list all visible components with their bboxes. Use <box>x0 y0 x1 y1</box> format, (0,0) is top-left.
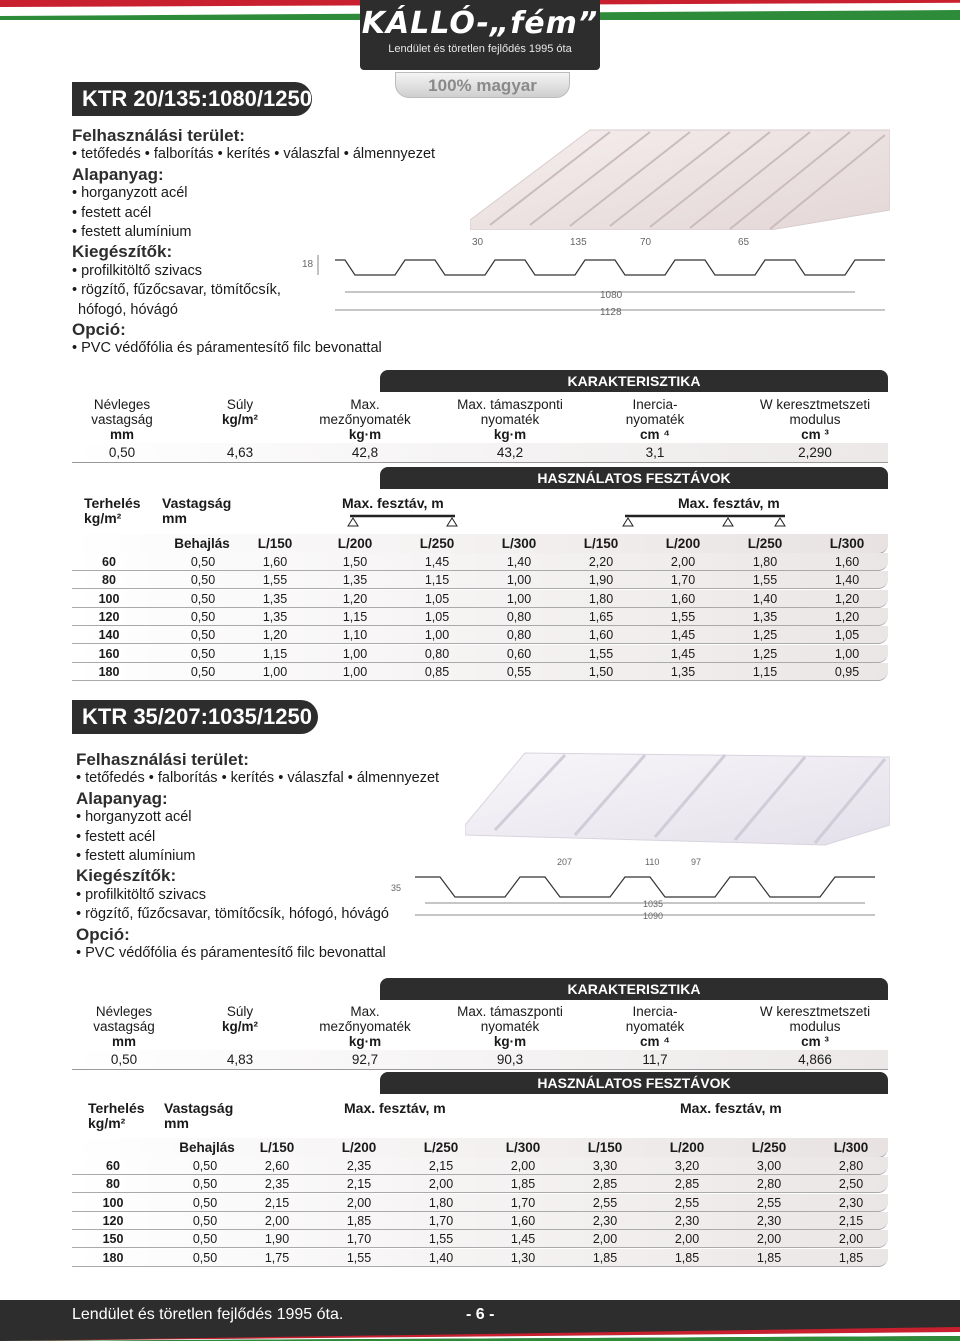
deflection-col: L/200 <box>341 1140 377 1155</box>
span-value: 1,25 <box>752 628 778 643</box>
deflection-header-row <box>72 534 888 554</box>
material-item: • festett acél <box>72 204 152 221</box>
span-value: 1,60 <box>262 555 288 569</box>
char-value: 42,8 <box>351 445 379 460</box>
span-value: 1,55 <box>752 573 778 588</box>
span-value: 1,35 <box>752 609 778 624</box>
char-value: 0,50 <box>108 445 136 460</box>
load-value: 80 <box>106 1177 120 1192</box>
deflection-col: L/200 <box>665 536 701 551</box>
load-value: 180 <box>102 1250 124 1265</box>
accessories-label: Kiegészítők: <box>72 242 173 262</box>
span-value: 1,50 <box>588 664 614 679</box>
characteristics-header: KARAKTERISZTIKA <box>380 978 888 1000</box>
load-label: Terhelés kg/m² <box>84 495 141 526</box>
material-item: • festett alumínium <box>72 224 192 241</box>
accessory-item: • profilkitöltő szivacs <box>76 886 206 903</box>
deflection-col: L/200 <box>669 1140 705 1155</box>
use-items: • tetőfedés • falborítás • kerítés • válaszfal • álmennyezet <box>72 146 436 163</box>
thickness-value: 0,50 <box>192 1177 218 1192</box>
span-value: 1,70 <box>670 573 696 588</box>
char-value: 2,290 <box>798 445 832 460</box>
thickness-value: 0,50 <box>190 646 216 661</box>
span-value: 2,00 <box>670 555 696 569</box>
span-value: 1,00 <box>342 664 368 679</box>
material-item: • festett acél <box>76 828 156 845</box>
span-value: 3,20 <box>674 1159 700 1173</box>
thickness-value: 0,50 <box>190 664 216 679</box>
span-value: 2,55 <box>592 1195 618 1210</box>
span-value: 1,40 <box>834 573 860 588</box>
span-value: 2,35 <box>346 1159 372 1173</box>
span-value: 0,60 <box>506 646 532 661</box>
span-value: 1,45 <box>510 1232 536 1247</box>
span-value: 1,00 <box>834 646 860 661</box>
span-value: 1,60 <box>510 1213 536 1228</box>
table-row <box>72 663 888 681</box>
dim-label-70: 70 <box>640 237 652 248</box>
span-value: 2,85 <box>592 1177 618 1192</box>
thickness-value: 0,50 <box>190 591 216 606</box>
load-value: 60 <box>102 555 116 569</box>
char-value: 4,63 <box>226 445 254 460</box>
span-value: 2,55 <box>756 1195 782 1210</box>
char-value: 11,7 <box>642 1052 668 1067</box>
product-title: KTR 35/207:1035/1250 <box>72 700 318 734</box>
logo-tagline: Lendület és töretlen fejlődés 1995 óta <box>388 43 572 55</box>
span-value: 0,55 <box>506 664 532 679</box>
accessory-item: • rögzítő, fűzőcsavar, tömítőcsík, hófogó, hóvágó <box>76 906 389 923</box>
span-value: 1,55 <box>670 609 696 624</box>
span-value: 2,30 <box>674 1213 700 1228</box>
table-row <box>72 608 888 626</box>
char-col-weight: Súly kg/m² <box>221 1004 258 1034</box>
span-value: 1,55 <box>588 646 614 661</box>
span-value: 1,35 <box>342 573 368 588</box>
char-col-thickness: Névleges vastagság mm <box>91 397 153 442</box>
span-value: 1,05 <box>424 591 450 606</box>
load-value: 120 <box>98 609 120 624</box>
table-row <box>72 1157 888 1175</box>
span-value: 1,00 <box>262 664 288 679</box>
dim-label-110: 110 <box>645 857 660 867</box>
span-value: 2,15 <box>346 1177 372 1192</box>
deflection-col: L/300 <box>501 536 537 551</box>
span-value: 1,70 <box>428 1213 454 1228</box>
load-value: 140 <box>98 628 120 643</box>
material-item: • horganyzott acél <box>76 809 192 826</box>
thickness-label: Vastagság mm <box>162 495 232 526</box>
profile-dimension-drawing <box>300 230 900 325</box>
span-value: 2,15 <box>264 1195 290 1210</box>
span-value: 1,70 <box>510 1195 536 1210</box>
span-value: 0,95 <box>834 664 860 679</box>
char-col-field-moment: Max. mezőnyomaték kg·m <box>319 1004 411 1049</box>
span-value: 2,15 <box>838 1213 864 1228</box>
use-label: Felhasználási terület: <box>72 126 245 145</box>
table-row <box>72 571 888 589</box>
deflection-col: L/300 <box>505 1140 541 1155</box>
span-value: 1,15 <box>262 646 288 661</box>
char-col-inertia: Inercia- nyomaték cm ⁴ <box>625 397 685 442</box>
material-item: • festett alumínium <box>76 848 196 865</box>
dim-label-207: 207 <box>557 857 573 867</box>
span-value: 2,50 <box>838 1177 864 1192</box>
max-span-multi-label: Max. fesztáv, m <box>678 495 780 511</box>
char-values-row <box>72 1050 888 1070</box>
dim-label-1080: 1080 <box>600 290 623 301</box>
span-value: 2,55 <box>674 1195 700 1210</box>
thickness-value: 0,50 <box>192 1250 218 1265</box>
deflection-label: Behajlás <box>179 1140 235 1155</box>
load-value: 80 <box>102 573 116 588</box>
max-span-single-label: Max. fesztáv, m <box>342 495 444 511</box>
page-number: - 6 - <box>466 1306 495 1323</box>
span-value: 2,30 <box>592 1213 618 1228</box>
table-row <box>72 1230 888 1248</box>
profile-sheet-image <box>465 745 890 850</box>
accessory-item: • rögzítő, fűzőcsavar, tömítőcsík, <box>72 282 281 299</box>
accessory-item: hófogó, hóvágó <box>78 301 178 318</box>
span-value: 1,45 <box>670 628 696 643</box>
char-value: 4,83 <box>226 1052 254 1067</box>
footer-text: Lendület és töretlen fejlődés 1995 óta. <box>72 1306 344 1323</box>
char-col-weight: Súly kg/m² <box>221 397 258 427</box>
span-value: 1,55 <box>428 1232 454 1247</box>
char-value: 4,866 <box>798 1052 832 1067</box>
span-value: 1,05 <box>834 628 860 643</box>
thickness-value: 0,50 <box>190 555 216 569</box>
deflection-col: L/250 <box>423 1140 459 1155</box>
span-value: 1,85 <box>674 1250 700 1265</box>
option-label: Opció: <box>76 924 130 944</box>
table-row <box>72 553 888 571</box>
char-col-inertia: Inercia- nyomaték cm ⁴ <box>625 1004 685 1049</box>
thickness-value: 0,50 <box>190 573 216 588</box>
accessories-label: Kiegészítők: <box>76 866 177 886</box>
table-row <box>72 1194 888 1212</box>
span-value: 1,80 <box>588 591 614 606</box>
span-value: 1,35 <box>670 664 696 679</box>
table-row <box>72 1212 888 1230</box>
span-value: 1,90 <box>588 573 614 588</box>
option-item: • PVC védőfólia és páramentesítő filc bevonattal <box>72 340 382 357</box>
span-value: 1,55 <box>346 1250 372 1265</box>
profile-sheet-image <box>470 120 890 230</box>
load-value: 100 <box>102 1195 124 1210</box>
span-value: 2,00 <box>510 1159 536 1173</box>
accessory-item: • profilkitöltő szivacs <box>72 262 202 279</box>
span-value: 2,60 <box>264 1159 290 1173</box>
span-value: 2,00 <box>346 1195 372 1210</box>
span-value: 1,45 <box>670 646 696 661</box>
char-col-support-moment: Max. támaszponti nyomaték kg·m <box>457 1004 563 1049</box>
load-value: 160 <box>98 646 120 661</box>
material-item: • horganyzott acél <box>72 185 188 202</box>
characteristics-header: KARAKTERISZTIKA <box>380 370 888 392</box>
footer-flag-band <box>0 1327 960 1341</box>
single-span-support-icon <box>345 512 465 528</box>
span-value: 2,00 <box>674 1232 700 1247</box>
span-value: 1,10 <box>342 628 368 643</box>
span-value: 1,60 <box>834 555 860 569</box>
dim-label-1090: 1090 <box>643 911 664 921</box>
option-label: Opció: <box>72 320 126 340</box>
dim-label-30: 30 <box>472 237 484 248</box>
char-value: 92,7 <box>351 1052 379 1067</box>
thickness-value: 0,50 <box>192 1195 218 1210</box>
char-col-field-moment: Max. mezőnyomaték kg·m <box>319 397 411 442</box>
span-value: 1,60 <box>670 591 696 606</box>
span-value: 1,20 <box>342 591 368 606</box>
deflection-label: Behajlás <box>174 536 230 551</box>
span-value: 1,85 <box>838 1250 864 1265</box>
dim-label-65: 65 <box>738 237 750 248</box>
span-value: 0,80 <box>506 628 532 643</box>
table-row <box>72 626 888 644</box>
span-value: 1,40 <box>428 1250 454 1265</box>
spans-header: HASZNÁLATOS FESZTÁVOK <box>380 1072 888 1094</box>
multi-span-support-icon <box>620 512 790 528</box>
deflection-col: L/250 <box>747 536 783 551</box>
span-value: 2,15 <box>428 1159 454 1173</box>
max-span-single-label: Max. fesztáv, m <box>344 1100 446 1116</box>
spans-header: HASZNÁLATOS FESZTÁVOK <box>380 467 888 489</box>
span-value: 1,80 <box>752 555 778 569</box>
span-value: 1,00 <box>424 628 450 643</box>
span-value: 1,60 <box>588 628 614 643</box>
max-span-multi-label: Max. fesztáv, m <box>680 1100 782 1116</box>
char-values-row <box>72 443 888 463</box>
material-label: Alapanyag: <box>76 788 168 808</box>
char-col-thickness: Névleges vastagság mm <box>93 1004 155 1049</box>
load-value: 150 <box>102 1232 124 1247</box>
span-value: 1,20 <box>262 628 288 643</box>
span-value: 1,15 <box>752 664 778 679</box>
thickness-value: 0,50 <box>192 1213 218 1228</box>
span-value: 3,30 <box>592 1159 618 1173</box>
profile-dimension-drawing <box>385 855 895 925</box>
table-row <box>72 1249 888 1267</box>
span-value: 1,35 <box>262 591 288 606</box>
span-value: 1,65 <box>588 609 614 624</box>
span-value: 1,40 <box>506 555 532 569</box>
thickness-value: 0,50 <box>190 609 216 624</box>
span-value: 1,85 <box>592 1250 618 1265</box>
use-items: • tetőfedés • falborítás • kerítés • válaszfal • álmennyezet <box>76 770 440 787</box>
hungarian-badge: 100% magyar <box>395 72 570 98</box>
span-value: 2,00 <box>592 1232 618 1247</box>
char-col-modulus: W keresztmetszeti modulus cm ³ <box>759 1004 871 1049</box>
logo-text: KÁLLÓ-„fém” <box>361 6 599 41</box>
use-label: Felhasználási terület: <box>76 750 249 769</box>
span-value: 0,85 <box>424 664 450 679</box>
span-value: 2,85 <box>674 1177 700 1192</box>
span-value: 1,30 <box>510 1250 536 1265</box>
thickness-label: Vastagság mm <box>164 1100 234 1131</box>
deflection-col: L/200 <box>337 536 373 551</box>
thickness-value: 0,50 <box>192 1232 218 1247</box>
span-value: 2,00 <box>756 1232 782 1247</box>
deflection-col: L/150 <box>587 1140 623 1155</box>
char-value: 90,3 <box>496 1052 524 1067</box>
load-value: 60 <box>106 1159 120 1173</box>
span-value: 1,85 <box>510 1177 536 1192</box>
char-col-support-moment: Max. támaszponti nyomaték kg·m <box>457 397 563 442</box>
span-value: 2,80 <box>756 1177 782 1192</box>
deflection-header-row <box>72 1138 888 1158</box>
span-value: 1,00 <box>506 573 532 588</box>
load-value: 120 <box>102 1213 124 1228</box>
span-value: 1,15 <box>342 609 368 624</box>
span-value: 1,55 <box>262 573 288 588</box>
span-value: 1,40 <box>752 591 778 606</box>
deflection-col: L/150 <box>257 536 293 551</box>
span-value: 1,35 <box>262 609 288 624</box>
span-value: 1,85 <box>756 1250 782 1265</box>
material-label: Alapanyag: <box>72 164 164 184</box>
span-value: 1,00 <box>506 591 532 606</box>
dim-label-97: 97 <box>691 857 702 867</box>
char-value: 0,50 <box>110 1052 138 1067</box>
span-value: 2,00 <box>428 1177 454 1192</box>
dim-label-135: 135 <box>570 237 587 248</box>
dim-label-1128: 1128 <box>600 307 622 318</box>
span-value: 1,05 <box>424 609 450 624</box>
span-value: 3,00 <box>756 1159 782 1173</box>
span-value: 1,90 <box>264 1232 290 1247</box>
product-title: KTR 20/135:1080/1250 <box>72 82 312 116</box>
span-value: 2,80 <box>838 1159 864 1173</box>
load-value: 180 <box>98 664 120 679</box>
deflection-col: L/250 <box>419 536 455 551</box>
span-value: 1,85 <box>346 1213 372 1228</box>
deflection-col: L/150 <box>583 536 619 551</box>
span-value: 1,20 <box>834 591 860 606</box>
span-value: 1,70 <box>346 1232 372 1247</box>
span-value: 0,80 <box>424 646 450 661</box>
table-row <box>72 1175 888 1193</box>
table-row <box>72 645 888 663</box>
span-value: 2,30 <box>756 1213 782 1228</box>
char-col-modulus: W keresztmetszeti modulus cm ³ <box>759 397 871 442</box>
deflection-col: L/150 <box>259 1140 295 1155</box>
load-value: 100 <box>98 591 120 606</box>
span-value: 1,80 <box>428 1195 454 1210</box>
company-logo <box>360 0 600 70</box>
load-label: Terhelés kg/m² <box>88 1100 145 1131</box>
span-value: 2,30 <box>838 1195 864 1210</box>
deflection-col: L/300 <box>833 1140 869 1155</box>
option-item: • PVC védőfólia és páramentesítő filc bevonattal <box>76 945 386 962</box>
span-value: 2,00 <box>838 1232 864 1247</box>
thickness-value: 0,50 <box>190 628 216 643</box>
char-value: 3,1 <box>645 445 665 460</box>
span-value: 1,00 <box>342 646 368 661</box>
deflection-col: L/250 <box>751 1140 787 1155</box>
span-value: 2,20 <box>588 555 614 569</box>
span-value: 0,80 <box>506 609 532 624</box>
char-value: 43,2 <box>496 445 524 460</box>
thickness-value: 0,50 <box>192 1159 218 1173</box>
span-value: 1,45 <box>424 555 450 569</box>
span-value: 1,50 <box>342 555 368 569</box>
span-value: 1,20 <box>834 609 860 624</box>
dim-label-18: 18 <box>302 259 314 270</box>
deflection-col: L/300 <box>829 536 865 551</box>
span-value: 2,35 <box>264 1177 290 1192</box>
dim-label-35: 35 <box>391 883 402 893</box>
span-value: 1,15 <box>424 573 450 588</box>
dim-label-1035: 1035 <box>643 899 664 909</box>
span-value: 1,25 <box>752 646 778 661</box>
span-value: 2,00 <box>264 1213 290 1228</box>
table-row <box>72 590 888 608</box>
span-value: 1,75 <box>264 1250 290 1265</box>
